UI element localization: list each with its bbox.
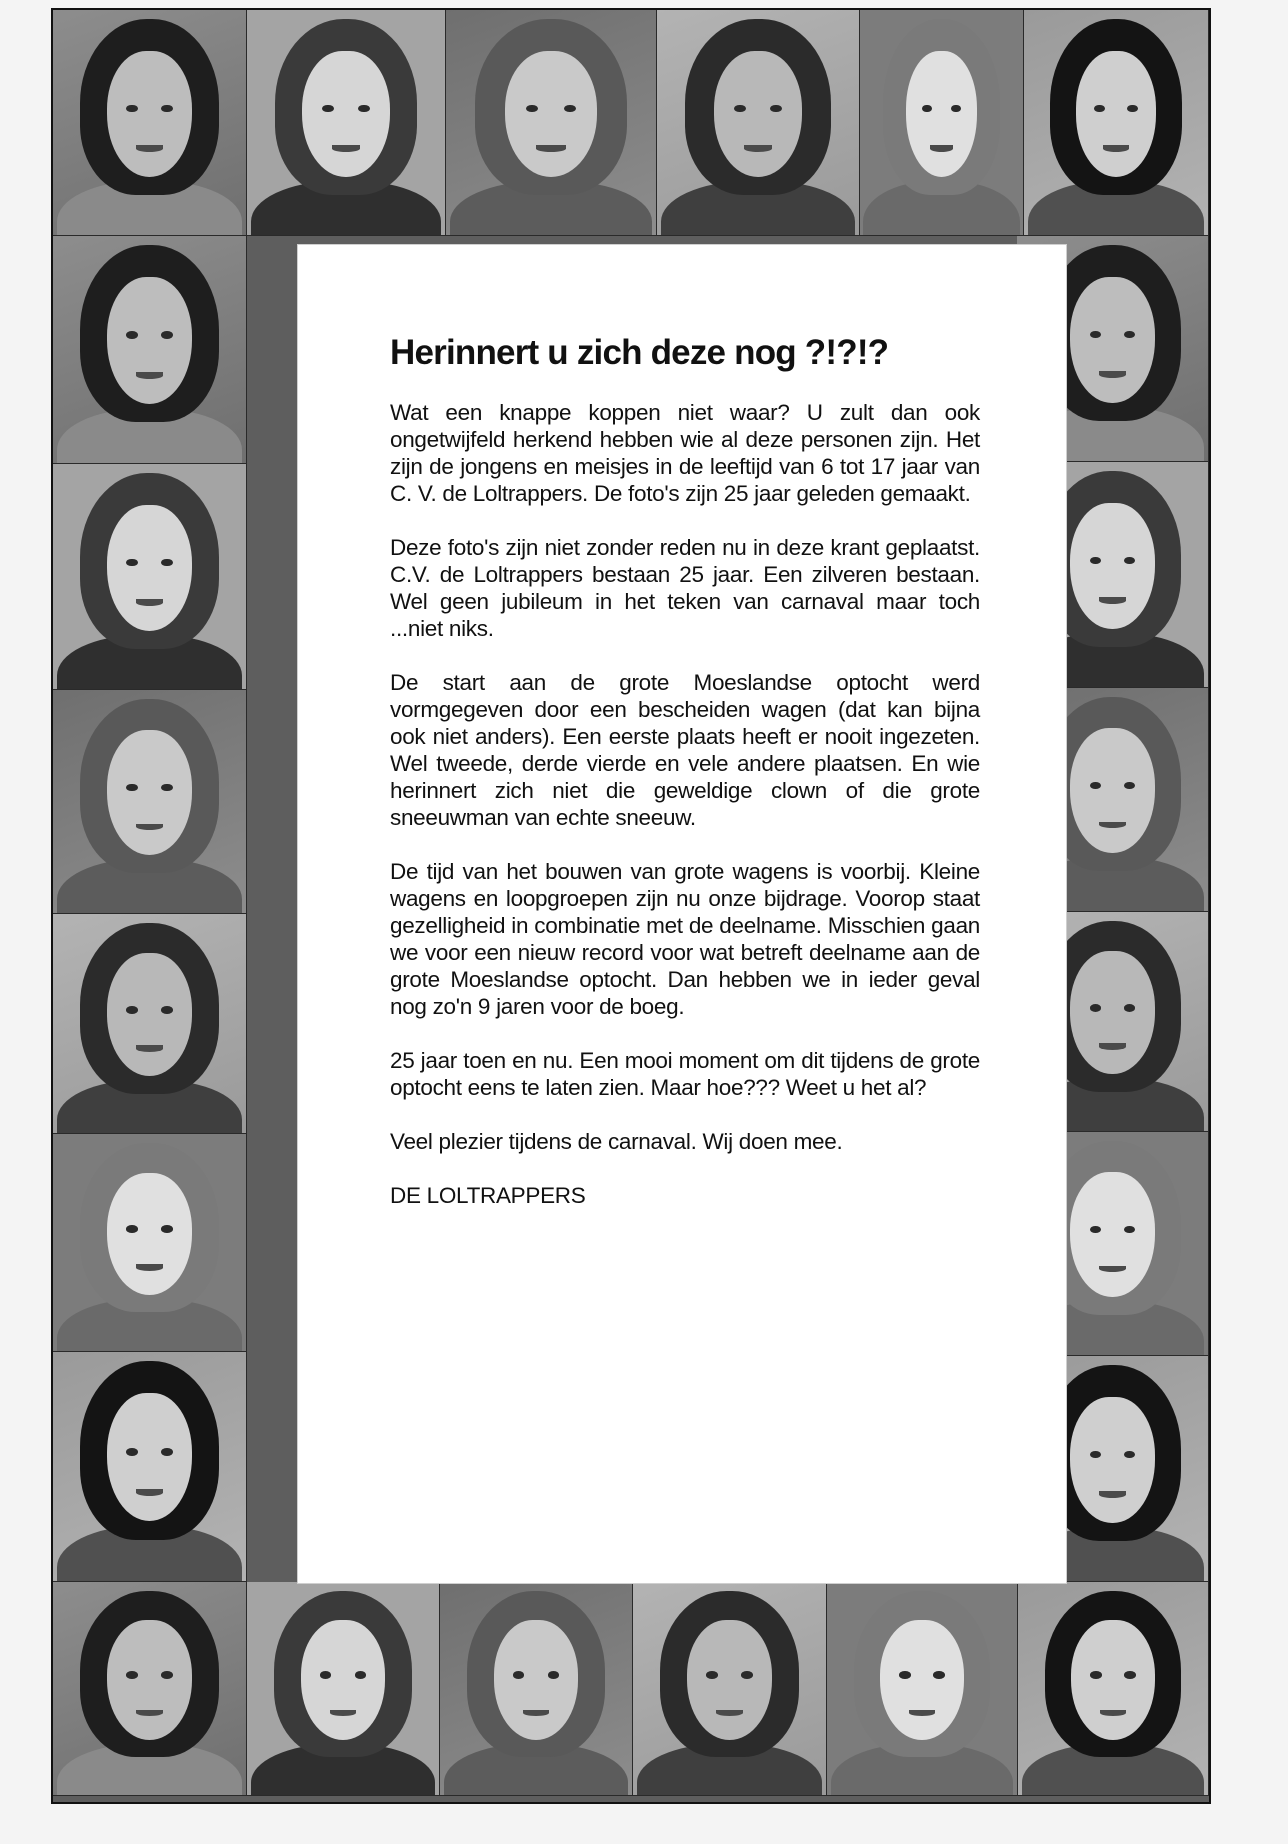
portrait-photo <box>53 10 247 236</box>
portrait-photo <box>1018 1582 1209 1796</box>
article-title: Herinnert u zich deze nog ?!?!? <box>390 333 889 372</box>
portrait-photo <box>53 464 247 690</box>
portrait-photo <box>53 1134 247 1352</box>
portrait-photo <box>446 10 657 236</box>
portrait-photo <box>53 1582 247 1796</box>
portrait-photo <box>633 1582 827 1796</box>
portrait-photo <box>247 10 446 236</box>
article-paragraph: De tijd van het bouwen van grote wagens is voorbij. Kleine wagens en loopgroepen zijn nu onze bijdrage. Voorop staat gezelligheid in combinatie met de deelname. Misschien gaan we voor een nieuw record voor wat betreft deelname aan de grote Moeslandse optocht. Dan hebben we in ieder geval nog zo'n 9 jaren voor de boeg. <box>390 859 980 1019</box>
portrait-photo <box>53 690 247 914</box>
article-paragraph: Deze foto's zijn niet zonder reden nu in deze krant geplaatst. C.V. de Loltrappers bestaan 25 jaar. Een zilveren bestaan. Wel geen jubileum in het teken van carnaval maar toch ...niet niks. <box>390 535 980 641</box>
article-text <box>390 333 980 1209</box>
portrait-photo <box>827 1582 1018 1796</box>
article-paragraph: 25 jaar toen en nu. Een mooi moment om dit tijdens de grote optocht eens te laten zien. Maar hoe??? Weet u het al? <box>390 1048 980 1100</box>
article-signature: DE LOLTRAPPERS <box>390 1183 586 1208</box>
portrait-photo <box>53 914 247 1134</box>
portrait-photo <box>1024 10 1209 236</box>
article-paragraph: De start aan de grote Moeslandse optocht werd vormgegeven door een bescheiden wagen (dat kan bijna ook niet anders). Een eerste plaats heeft er nooit ingezeten. Wel tweede, derde vierde en vele andere plaatsen. En wie herinnert zich niet die geweldige clown of die grote sneeuwman van echte sneeuw. <box>390 670 980 830</box>
portrait-photo <box>53 236 247 464</box>
article-panel <box>297 244 1067 1584</box>
portrait-photo <box>440 1582 633 1796</box>
article-paragraph: Veel plezier tijdens de carnaval. Wij doen mee. <box>390 1129 843 1154</box>
article-paragraph: Wat een knappe koppen niet waar? U zult dan ook ongetwijfeld herkend hebben wie al deze personen zijn. Het zijn de jongens en meisjes in de leeftijd van 6 tot 17 jaar van C. V. de Loltrappers. De foto's zijn 25 jaar geleden gemaakt. <box>390 400 980 506</box>
portrait-photo <box>247 1582 440 1796</box>
portrait-photo <box>860 10 1024 236</box>
portrait-photo <box>53 1352 247 1582</box>
clipping-sheet <box>51 8 1211 1804</box>
portrait-photo <box>657 10 860 236</box>
